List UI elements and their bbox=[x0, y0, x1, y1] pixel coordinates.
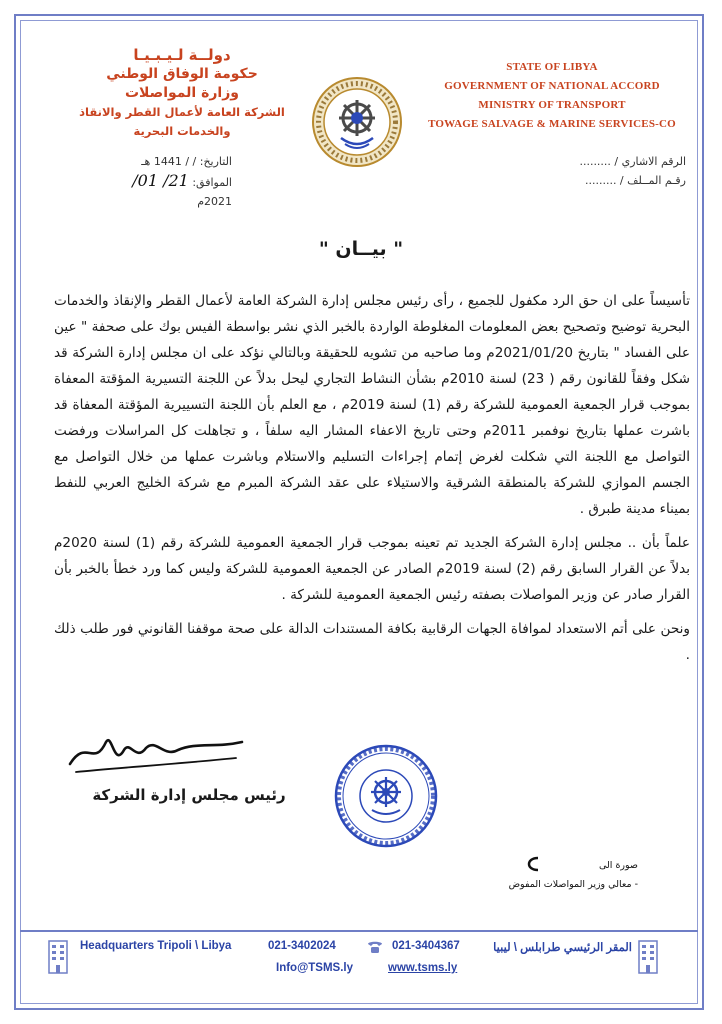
footer-phone-2: 021-3404367 bbox=[392, 940, 460, 952]
company-stamp bbox=[334, 744, 438, 852]
hijri-date-value: / / 1441 هـ bbox=[141, 155, 197, 168]
header-en-ministry: MINISTRY OF TRANSPORT bbox=[478, 99, 626, 111]
footer-email[interactable]: Info@TSMS.ly bbox=[276, 962, 354, 974]
phone-icon bbox=[366, 939, 384, 959]
header-ar-ministry: وزارة المواصلات bbox=[124, 85, 239, 101]
header-en-government: GOVERNMENT OF NATIONAL ACCORD bbox=[444, 80, 660, 92]
header-english bbox=[412, 58, 692, 134]
header-en-state: STATE OF LIBYA bbox=[506, 61, 598, 73]
footer-hq-arabic: المقر الرئيسي طرابلس \ ليبيا bbox=[493, 942, 632, 954]
handwritten-signature bbox=[66, 728, 246, 788]
curved-arrow-icon bbox=[522, 856, 542, 874]
building-icon bbox=[48, 940, 68, 978]
header-arabic bbox=[52, 46, 312, 141]
copy-to bbox=[440, 856, 640, 894]
copy-label: صورة الى bbox=[598, 860, 638, 871]
gregorian-date bbox=[112, 171, 232, 211]
footer-phone-1: 021-3402024 bbox=[268, 940, 336, 952]
hijri-date-label: التاريخ: bbox=[199, 155, 232, 168]
file-number: رقـم المــلف / ......... bbox=[584, 174, 686, 187]
building-icon bbox=[638, 940, 658, 978]
reference-number: الرقم الاشاري / ......... bbox=[579, 155, 686, 168]
header-en-company: TOWAGE SALVAGE & MARINE SERVICES-CO bbox=[428, 118, 676, 130]
hijri-date bbox=[112, 152, 232, 171]
body-paragraph-2: علماً بأن .. مجلس إدارة الشركة الجديد تم تعينه بموجب قرار الجمعية العمومية للشركة رقم (1) لسنة 2020م بدلاً عن القرار السابق رقم (2) لسنة 2019م الصادر عن الجمعية العمومية للشركة وليس كما ورد خطأ بالخبر بأن القرار صادر عن وزير المواصلات بصفته رئيس الجمعية العمومية للشركة . bbox=[54, 535, 691, 603]
statement-body bbox=[54, 288, 690, 676]
header-ar-government: حكومة الوفاق الوطني bbox=[106, 66, 258, 82]
body-paragraph-3: ونحن على أتم الاستعداد لموافاة الجهات الرقابية بكافة المستندات الدالة على صحة موقفنا القانوني فور طلب ذلك . bbox=[54, 621, 690, 663]
date-block bbox=[112, 152, 232, 211]
signatory-title: رئيس مجلس إدارة الشركة bbox=[92, 786, 286, 804]
company-logo bbox=[311, 76, 403, 172]
header-ar-state: دولــة لـيـبـيـا bbox=[133, 46, 231, 64]
footer-website[interactable]: www.tsms.ly bbox=[388, 962, 458, 974]
gregorian-date-year: 2021م bbox=[197, 195, 232, 208]
header-ar-company: الشركة العامة لأعمال القطر والانقاذ والخدمات البحرية bbox=[79, 105, 285, 138]
statement-title: " بيــان " bbox=[318, 238, 404, 260]
gregorian-date-label: الموافق: bbox=[192, 176, 232, 189]
footer-divider bbox=[20, 930, 698, 932]
copy-recipient: - معالي وزير المواصلات المفوض bbox=[508, 879, 638, 890]
body-paragraph-1: تأسيساً على ان حق الرد مكفول للجميع ، رأى رئيس مجلس إدارة الشركة العامة لأعمال القطر والإنقاذ والخدمات البحرية توضيح وتصحيح بعض المعلومات المغلوطة الواردة بالخبر الذي نشر بواسطة الفيس بوك على صحفة " عين على الفساد " بتاريخ 2021/01/20م وما صاحبه من تشويه للحقيقة وبالتالي نؤكد على ان مجلس إدارة الشركة قد شكل وفقاً للقانون رقم ( 23) لسنة 2010م بشأن النشاط التجاري ليحل بدلاً عن اللجنة التسيرية المؤقتة المعفاة بموجب قرار الجمعية العمومية للشركة رقم (1) لسنة 2019م ، مع العلم بأن اللجنة التسييرية المؤقتة المعفاة قد باشرت عملها بتاريخ نوفمبر 2011م وحتى تاريخ الاعفاء المشار اليه سلفاً ، و تجاهلت كل المراسلات ورفضت التواصل مع اللجنة التي شكلت لغرض إتمام إجراءات التسليم والاستلام وباشرت عملها من خلال التواصل مع الجسم الموازي للشركة بالمنطقة الشرقية والاستيلاء على عقد الشركة المبرم مع شركة الخليج العربي للنفط بميناء مدينة طبرق . bbox=[54, 293, 691, 517]
reference-block bbox=[496, 152, 686, 190]
footer-hq-english: Headquarters Tripoli \ Libya bbox=[80, 940, 232, 952]
gregorian-date-handwritten: 21/ 01/ bbox=[132, 171, 189, 190]
